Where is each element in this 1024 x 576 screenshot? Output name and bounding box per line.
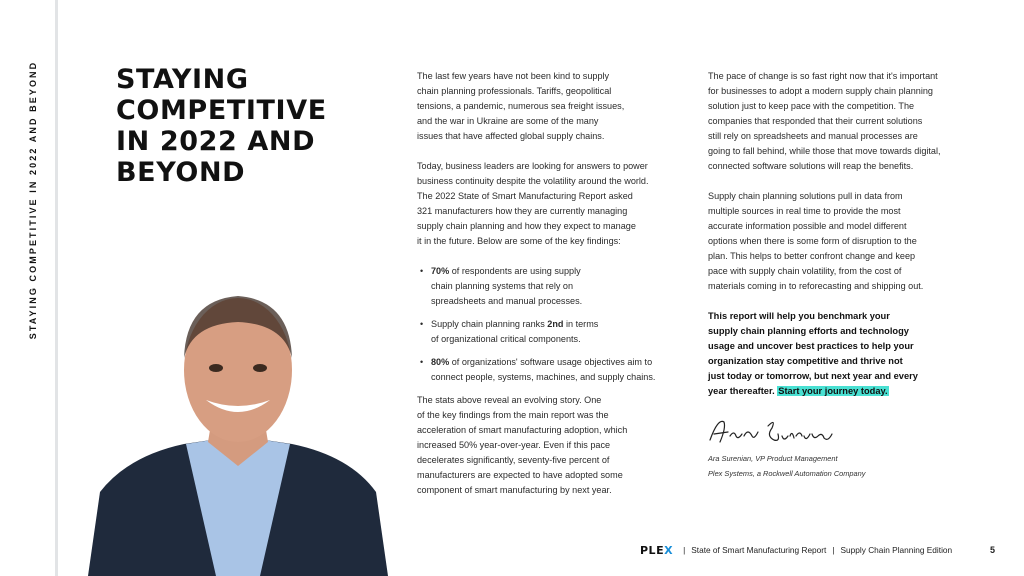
text-line: solution just to keep pace with the competition. The	[708, 101, 915, 111]
stat-value: 2nd	[547, 319, 564, 329]
footer-separator: |	[832, 545, 835, 555]
text-line: Supply chain planning solutions pull in data from	[708, 191, 903, 201]
paragraph	[708, 189, 970, 294]
text-line: This report will help you benchmark your	[708, 311, 890, 321]
text-line: still rely on spreadsheets and manual processes are	[708, 131, 918, 141]
stat-value: 70%	[431, 266, 450, 276]
text-line: materials coming in to reforecasting and shipping out.	[708, 281, 924, 291]
text-line: pace with supply chain volatility, from the cost of	[708, 266, 902, 276]
text-line: options when there is some form of disruption to the	[708, 236, 917, 246]
signatory	[708, 451, 865, 481]
footer-edition: Supply Chain Planning Edition	[840, 545, 953, 555]
title-line: COMPETITIVE	[116, 95, 327, 126]
text-line: just today or tomorrow, but next year and every	[708, 371, 918, 381]
paragraph	[417, 393, 679, 498]
text-line: connected software solutions will reap the benefits.	[708, 161, 914, 171]
text-line: of organizational critical components.	[431, 334, 581, 344]
vertical-section-title: STAYING COMPETITIVE IN 2022 AND BEYOND	[28, 60, 38, 340]
text-line: acceleration of smart manufacturing adoption, which	[417, 425, 628, 435]
text-line: companies that responded that their current solutions	[708, 116, 923, 126]
text-line: chain planning professionals. Tariffs, geopolitical	[417, 86, 612, 96]
stat-value: 80%	[431, 357, 450, 367]
footer-separator: |	[683, 545, 686, 555]
person-portrait-icon	[88, 278, 388, 576]
signatory-name: Ara Surenian, VP Product Management	[708, 454, 838, 463]
list-item	[417, 317, 679, 347]
text-line: supply chain planning and how they expect to manage	[417, 221, 636, 231]
text-line: Supply chain planning ranks	[431, 319, 548, 329]
text-line: The pace of change is so fast right now that it's important	[708, 71, 938, 81]
list-item	[417, 355, 679, 385]
text-line: Today, business leaders are looking for answers to power	[417, 161, 648, 171]
signatory-company: Plex Systems, a Rockwell Automation Company	[708, 469, 866, 478]
findings-list	[417, 264, 679, 385]
title-line: STAYING	[116, 64, 249, 95]
text-line: in terms	[563, 319, 599, 329]
page-footer	[640, 542, 952, 558]
signature	[706, 414, 836, 450]
text-line: issues that have affected global supply chains.	[417, 131, 605, 141]
text-line: and the war in Ukraine are some of the many	[417, 116, 599, 126]
text-line: The 2022 State of Smart Manufacturing Report asked	[417, 191, 633, 201]
logo-text: PLE	[640, 543, 665, 557]
left-divider	[55, 0, 58, 576]
text-line: accurate information possible and model different	[708, 221, 907, 231]
text-line: it in the future. Below are some of the key findings:	[417, 236, 621, 246]
footer-report-title: State of Smart Manufacturing Report	[691, 545, 827, 555]
text-line: of the key findings from the main report was the	[417, 410, 609, 420]
text-line: plan. This helps to better confront change and keep	[708, 251, 916, 261]
text-line: going to fall behind, while those that move towards digital,	[708, 146, 941, 156]
text-line: manufacturers are expected to have adopted some	[417, 470, 623, 480]
text-line: for businesses to adopt a modern supply chain planning	[708, 86, 933, 96]
text-line: 321 manufacturers how they are currently managing	[417, 206, 628, 216]
text-line: The last few years have not been kind to supply	[417, 71, 610, 81]
text-line: decelerates significantly, seventy-five percent of	[417, 455, 610, 465]
text-line: usage and uncover best practices to help your	[708, 341, 914, 351]
page-title	[116, 64, 327, 188]
text-line: component of smart manufacturing by next year.	[417, 485, 612, 495]
text-line: of organizations' software usage objectives aim to	[449, 357, 653, 367]
text-line: business continuity despite the volatility around the world.	[417, 176, 649, 186]
text-line: increased 50% year-over-year. Even if this pace	[417, 440, 611, 450]
page-number: 5	[990, 545, 996, 555]
text-line: multiple sources in real time to provide the most	[708, 206, 901, 216]
logo-text: X	[664, 543, 674, 557]
title-line: BEYOND	[116, 157, 246, 188]
text-line: spreadsheets and manual processes.	[431, 296, 583, 306]
cta-paragraph	[708, 309, 970, 399]
paragraph	[417, 69, 679, 144]
text-line: of respondents are using supply	[449, 266, 581, 276]
paragraph	[417, 159, 679, 249]
plex-logo	[640, 544, 673, 557]
text-line: The stats above reveal an evolving story. One	[417, 395, 602, 405]
text-line: supply chain planning efforts and technology	[708, 326, 909, 336]
body-column-left	[417, 69, 679, 498]
paragraph	[708, 69, 970, 174]
list-item	[417, 264, 679, 309]
text-line: connect people, systems, machines, and supply chains.	[431, 372, 656, 382]
title-line: IN 2022 AND	[116, 126, 316, 157]
text-line: chain planning systems that rely on	[431, 281, 574, 291]
text-line: year thereafter.	[708, 386, 778, 396]
start-journey-link[interactable]: Start your journey today.	[778, 386, 888, 396]
text-line: organization stay competitive and thrive not	[708, 356, 903, 366]
body-column-right	[708, 69, 970, 399]
text-line: tensions, a pandemic, numerous sea freight issues,	[417, 101, 625, 111]
